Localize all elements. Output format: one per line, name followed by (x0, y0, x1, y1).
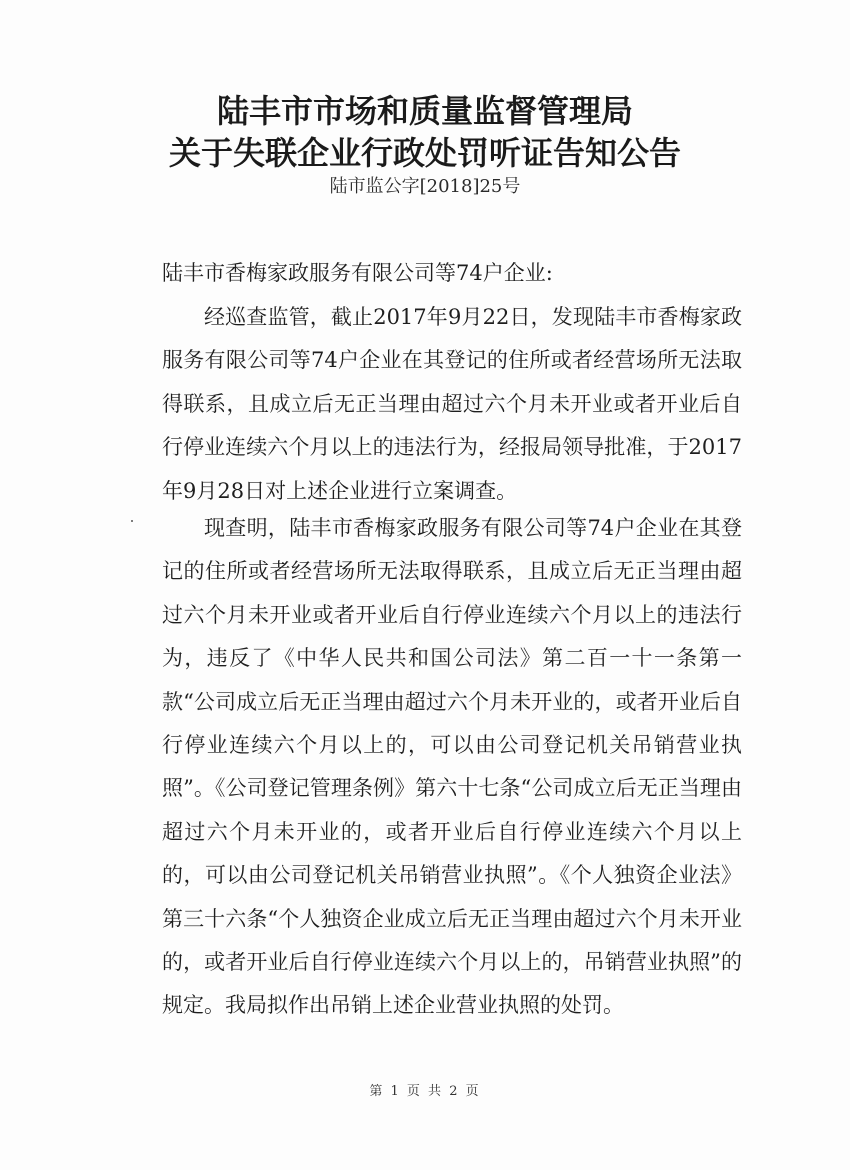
document-number: 陆市监公字[2018]25号 (329, 176, 521, 197)
body-paragraph: 经巡查监管，截止2017年9月22日，发现陆丰市香梅家政服务有限公司等74户企业在其登记的住所或者经营场所无法取得联系，且成立后无正当理由超过六个月未开业或者开业后自行停业连续六个月以上的违法行为，经报局领导批准，于2017年9月28日对上述企业进行立案调查。 (162, 305, 742, 503)
document-title-line-1: 陆丰市市场和质量监督管理局 (216, 92, 633, 130)
page-number-footer: 第 1 页 共 2 页 (369, 1084, 481, 1099)
document-title-line-2: 关于失联企业行政处罚听证告知公告 (168, 134, 681, 172)
salutation: 陆丰市香梅家政服务有限公司等74户企业: (162, 261, 553, 285)
body-paragraph: 现查明，陆丰市香梅家政服务有限公司等74户企业在其登记的住所或者经营场所无法取得联系，且成立后无正当理由超过六个月未开业或者开业后自行停业连续六个月以上的违法行为，违反了《中华人民共和国公司法》第二百一十一条第一款“公司成立后无正当理由超过六个月未开业的，或者开业后自行停业连续六个月以上的，可以由公司登记机关吊销营业执照”。《公司登记管理条例》第六十七条“公司成立后无正当理由超过六个月未开业的，或者开业后自行停业连续六个月以上的，可以由公司登记机关吊销营业执照”。《个人独资企业法》第三十六条“个人独资企业成立后无正当理由超过六个月未开业的，或者开业后自行停业连续六个月以上的，吊销营业执照”的规定。我局拟作出吊销上述企业营业执照的处罚。 (162, 516, 742, 1018)
scan-speck (131, 520, 133, 522)
